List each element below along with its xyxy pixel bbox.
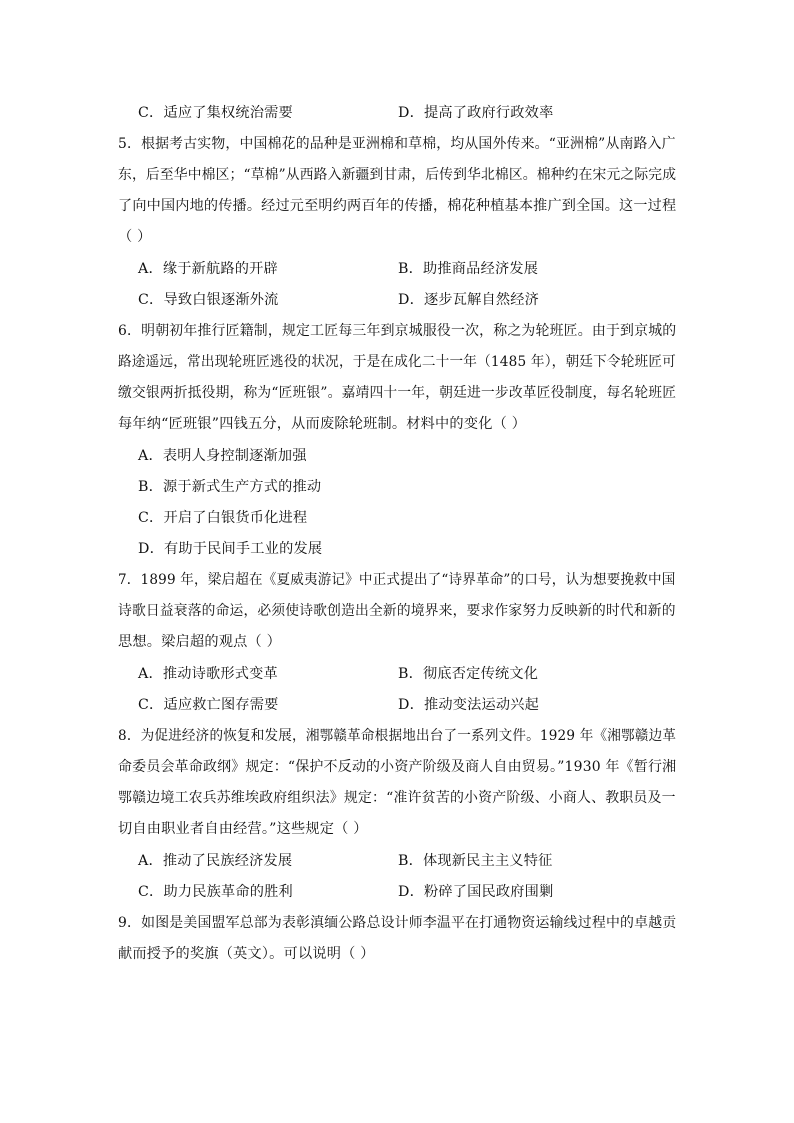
q5-option-a[interactable]: A．缘于新航路的开辟 bbox=[138, 261, 278, 277]
q8-stem-line-3: 鄂赣边境工农兵苏维埃政府组织法》规定：“准许贫苦的小资产阶级、小商人、教职员及一 bbox=[118, 790, 676, 806]
q6-stem-line-3: 缴交银两折抵役期，称为“匠班银”。嘉靖四十一年，朝廷进一步改革匠役制度，每名轮班匠 bbox=[118, 385, 677, 401]
q7-option-b[interactable]: B．彻底否定传统文化 bbox=[398, 666, 539, 682]
q8-stem-line-4: 切自由职业者自由经营。”这些规定（ ） bbox=[118, 821, 368, 837]
q6-option-a[interactable]: A．表明人身控制逐渐加强 bbox=[138, 448, 307, 464]
q6-option-b[interactable]: B．源于新式生产方式的推动 bbox=[138, 479, 322, 495]
q7-stem-line-1: 7．1899 年，梁启超在《夏威夷游记》中正式提出了“诗界革命”的口号，认为想要挽救中国 bbox=[118, 572, 676, 588]
q5-stem-line-1: 5．根据考古实物，中国棉花的品种是亚洲棉和草棉，均从国外传来。“亚洲棉”从南路入广 bbox=[118, 136, 676, 152]
q7-option-d[interactable]: D．推动变法运动兴起 bbox=[398, 697, 540, 713]
q9-stem-line-1: 9．如图是美国盟军总部为表彰滇缅公路总设计师李温平在打通物资运输线过程中的卓越贡 bbox=[118, 915, 677, 931]
q5-option-c[interactable]: C．导致白银逐渐外流 bbox=[138, 292, 279, 308]
q8-option-b[interactable]: B．体现新民主主义特征 bbox=[398, 853, 553, 869]
q6-option-c[interactable]: C．开启了白银货币化进程 bbox=[138, 510, 308, 526]
q8-stem-line-2: 命委员会革命政纲》规定：“保护不反动的小资产阶级及商人自由贸易。”1930 年《暂行湘 bbox=[118, 759, 677, 775]
q6-stem-line-4: 每年纳“匠班银”四钱五分，从而废除轮班制。材料中的变化（ ） bbox=[118, 416, 527, 432]
q8-option-d[interactable]: D．粉碎了国民政府围剿 bbox=[398, 884, 554, 900]
q8-stem-line-1: 8．为促进经济的恢复和发展，湘鄂赣革命根据地出台了一系列文件。1929 年《湘鄂赣边革 bbox=[118, 728, 677, 744]
q9-stem-line-2: 献而授予的奖旗（英文）。可以说明（ ） bbox=[118, 946, 375, 962]
q5-option-d[interactable]: D．逐步瓦解自然经济 bbox=[398, 292, 540, 308]
q4-option-d[interactable]: D．提高了政府行政效率 bbox=[398, 105, 554, 121]
q5-stem-line-3: 了向中国内地的传播。经过元至明约两百年的传播，棉花种植基本推广到全国。这一过程 bbox=[118, 198, 677, 214]
q8-option-a[interactable]: A．推动了民族经济发展 bbox=[138, 853, 293, 869]
q4-option-c[interactable]: C．适应了集权统治需要 bbox=[138, 105, 293, 121]
q6-stem-line-2: 路途遥远，常出现轮班匠逃役的状况，于是在成化二十一年（1485 年），朝廷下令轮班匠可 bbox=[118, 354, 676, 370]
q7-option-c[interactable]: C．适应救亡图存需要 bbox=[138, 697, 279, 713]
q5-answer-blank: （ ） bbox=[118, 229, 152, 245]
q7-option-a[interactable]: A．推动诗歌形式变革 bbox=[138, 666, 278, 682]
q8-option-c[interactable]: C．助力民族革命的胜利 bbox=[138, 884, 293, 900]
q6-stem-line-1: 6．明朝初年推行匠籍制，规定工匠每三年到京城服役一次，称之为轮班匠。由于到京城的 bbox=[118, 323, 677, 339]
q6-option-d[interactable]: D．有助于民间手工业的发展 bbox=[138, 541, 323, 557]
q5-option-b[interactable]: B．助推商品经济发展 bbox=[398, 261, 539, 277]
q7-stem-line-3: 思想。梁启超的观点（ ） bbox=[118, 634, 281, 650]
q5-stem-line-2: 东，后至华中棉区；“草棉”从西路入新疆到甘肃，后传到华北棉区。棉种约在宋元之际完成 bbox=[118, 167, 677, 183]
q7-stem-line-2: 诗歌日益衰落的命运，必须使诗歌创造出全新的境界来，要求作家努力反映新的时代和新的 bbox=[118, 603, 676, 619]
